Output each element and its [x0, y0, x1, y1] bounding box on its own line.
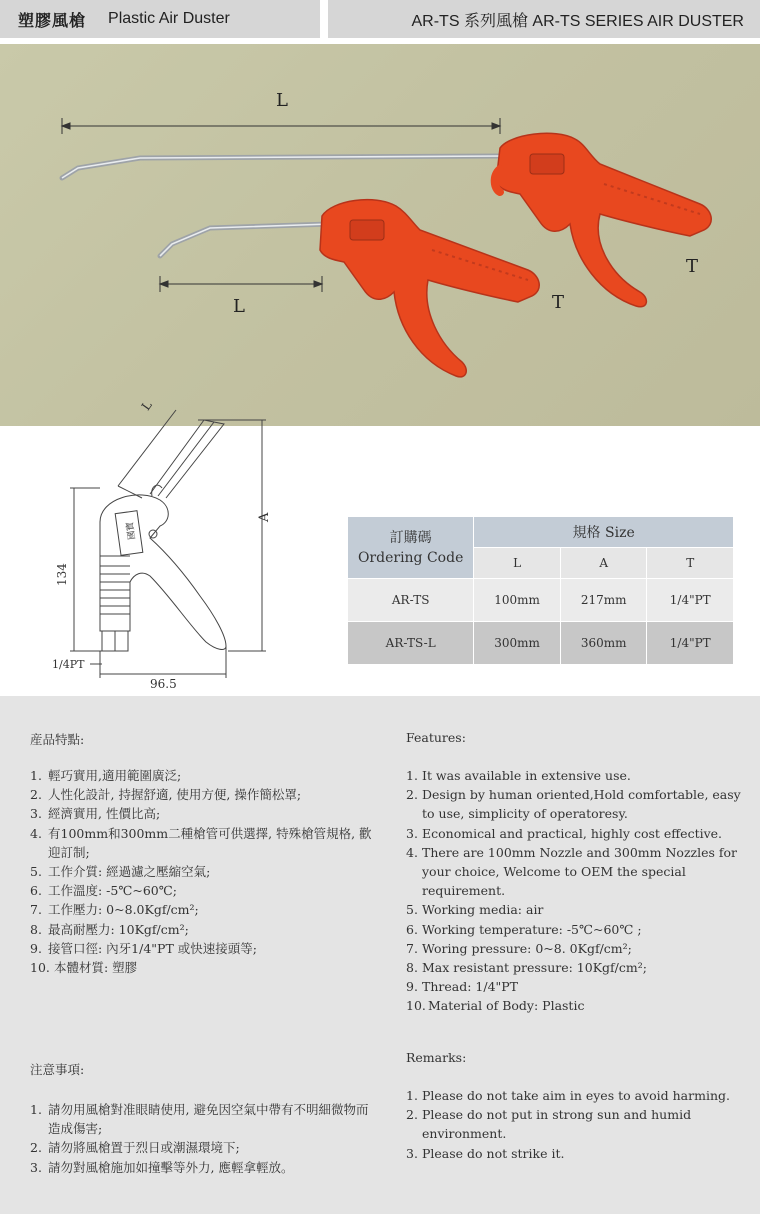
list-item: 2. 請勿將風槍置于烈日或潮濕環境下; — [30, 1140, 240, 1156]
list-item: 1. 請勿用風槍對准眼睛使用, 避免因空氣中帶有不明細微物而造成傷害; — [30, 1102, 369, 1137]
header-title-en: Plastic Air Duster — [108, 10, 230, 27]
drawing-label-A: A — [257, 512, 272, 522]
ordering-code-en: Ordering Code — [357, 549, 464, 566]
size-header: 規格 Size — [474, 517, 734, 548]
dimension-label-T-long: T — [686, 256, 699, 277]
list-item: 6. 工作溫度: -5℃~60℃; — [30, 883, 177, 899]
remarks-list-en — [406, 1086, 746, 1163]
cell-A: 360mm — [560, 622, 647, 665]
list-item: 8. Max resistant pressure: 10Kgf/cm²; — [406, 960, 647, 976]
dimension-label-T-short: T — [552, 292, 565, 313]
short-nozzle-gun — [160, 200, 539, 377]
column-header-L: L — [474, 548, 561, 579]
list-item: 3. 經濟實用, 性價比高; — [30, 806, 161, 822]
list-item: 2. 人性化設計, 持握舒適, 使用方便, 操作簡松罩; — [30, 787, 302, 803]
list-item: 5. 工作介質: 經過濾之壓縮空氣; — [30, 864, 211, 880]
list-item: 7. Woring pressure: 0~8. 0Kgf/cm²; — [406, 940, 632, 956]
column-header-A: A — [560, 548, 647, 579]
features-title-zh: 産品特點: — [30, 732, 85, 747]
dimension-label-L-long: L — [276, 90, 288, 111]
table-row — [348, 579, 734, 622]
header-title-zh: 塑膠風槍 — [18, 12, 87, 30]
list-item: 9. Thread: 1/4"PT — [406, 979, 519, 995]
remarks-title-en: Remarks: — [406, 1050, 467, 1065]
cell-L: 300mm — [474, 622, 561, 665]
list-item: 8. 最高耐壓力: 10Kgf/cm²; — [30, 921, 189, 937]
list-item: 3. Please do not strike it. — [406, 1145, 565, 1161]
features-list-en — [406, 766, 746, 1016]
dimension-drawing — [0, 398, 340, 696]
list-item: 1. It was available in extensive use. — [406, 768, 631, 783]
list-item: 3. 請勿對風槍施加如撞擊等外力, 應輕拿輕放。 — [30, 1159, 294, 1175]
features-title-en: Features: — [406, 730, 466, 745]
list-item: 10. 本體材質: 塑膠 — [30, 960, 138, 976]
table-row — [348, 622, 734, 665]
remarks-list-zh — [30, 1100, 375, 1177]
list-item: 4. There are 100mm Nozzle and 300mm Nozzles for your choice, Welcome to OEM the special requirement. — [406, 844, 738, 899]
drawing-label-pt: 1/4PT — [52, 658, 85, 671]
technical-drawing — [0, 398, 340, 696]
list-item: 3. Economical and practical, highly cost effective. — [406, 825, 723, 841]
cell-L: 100mm — [474, 579, 561, 622]
ordering-code-header — [348, 517, 474, 579]
cell-T: 1/4"PT — [647, 579, 734, 622]
ordering-code-zh: 訂購碼 — [389, 529, 432, 546]
header-left — [0, 0, 320, 38]
product-photo — [0, 44, 760, 426]
ordering-table — [347, 516, 734, 665]
drawing-label-L: L — [138, 398, 155, 413]
list-item: 6. Working temperature: -5℃~60℃ ; — [406, 921, 642, 937]
drawing-badge-text: 國寶 — [125, 520, 138, 541]
list-item: 1. 輕巧實用,適用範圍廣泛; — [30, 768, 182, 783]
list-item: 4. 有100mm和300mm二種槍管可供選擇, 特殊槍管規格, 歡迎訂制; — [30, 825, 372, 860]
drawing-label-96-5: 96.5 — [150, 677, 177, 691]
cell-code: AR-TS — [348, 579, 474, 622]
header-series-title: AR-TS 系列風槍 AR-TS SERIES AIR DUSTER — [411, 12, 744, 30]
list-item: 7. 工作壓力: 0~8.0Kgf/cm²; — [30, 902, 199, 918]
list-item: 2. Please do not put in strong sun and humid environment. — [406, 1107, 692, 1142]
column-header-T: T — [647, 548, 734, 579]
cell-code: AR-TS-L — [348, 622, 474, 665]
cell-T: 1/4"PT — [647, 622, 734, 665]
list-item: 9. 接管口徑: 內牙1/4"PT 或快速接頭等; — [30, 940, 257, 956]
list-item: 10. Material of Body: Plastic — [406, 998, 585, 1014]
list-item: 2. Design by human oriented,Hold comfortable, easy to use, simplicity of operatoresy. — [406, 787, 741, 822]
air-duster-photo — [0, 44, 760, 426]
header-right — [328, 0, 760, 38]
drawing-label-134: 134 — [55, 563, 69, 586]
remarks-title-zh: 注意事項: — [30, 1062, 85, 1077]
cell-A: 217mm — [560, 579, 647, 622]
list-item: 1. Please do not take aim in eyes to avoid harming. — [406, 1088, 730, 1103]
features-panel — [0, 696, 760, 1214]
dimension-label-L-short: L — [233, 296, 245, 317]
list-item: 5. Working media: air — [406, 902, 544, 918]
features-list-zh — [30, 766, 375, 977]
